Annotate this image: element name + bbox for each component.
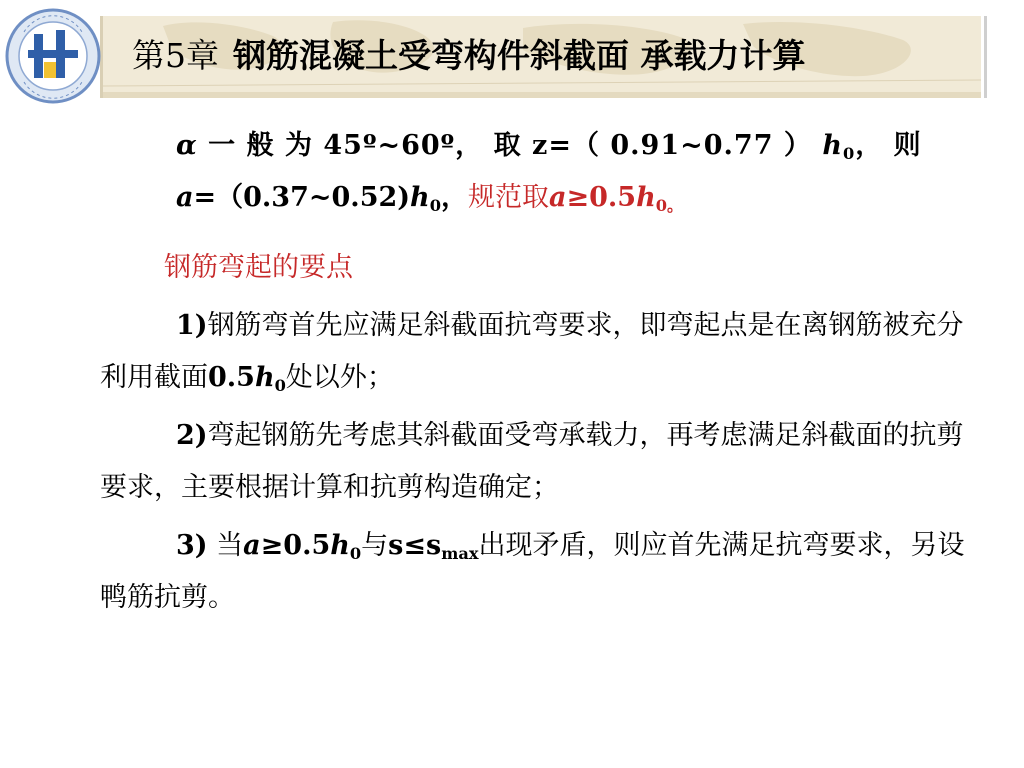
item-text: 出现矛盾，则应首先满足抗弯要求，另设鸭筋抗剪。 [100, 530, 965, 613]
a-range: 0.37~0.52) [243, 182, 411, 213]
angle-range: 45º~60º [323, 130, 456, 161]
list-item [100, 520, 970, 624]
z-range: 0.91~0.77 [610, 130, 774, 161]
a-symbol: a [176, 182, 194, 213]
s-subscript: max [441, 543, 479, 563]
item-number: 3) [176, 530, 208, 561]
h-symbol: h [254, 362, 275, 393]
z-symbol: z= [531, 130, 572, 161]
formula-line-1 [176, 120, 970, 172]
code-condition: ≥0.5 [566, 182, 637, 213]
condition: ≥0.5 [260, 530, 331, 561]
s-condition: s≤s [388, 530, 442, 561]
h-symbol: h [636, 182, 656, 213]
slide-title [132, 36, 806, 76]
header-shadow [103, 92, 981, 98]
h-symbol: h [410, 182, 430, 213]
item-text: 钢筋弯首先应满足斜截面抗弯要求，即弯起点是在离钢筋被充分利用截面 [100, 310, 964, 393]
header-edge-line [984, 16, 987, 98]
list-item [100, 300, 970, 404]
h-subscript: 0。 [655, 195, 684, 215]
item-text: 与 [361, 530, 389, 561]
item-number: 1) [176, 310, 208, 341]
formula-line-2 [176, 172, 970, 224]
code-requirement [468, 182, 683, 213]
text-segment: ） [773, 130, 823, 161]
item-number: 2) [176, 420, 208, 451]
code-requirement-label: 规范取 [467, 182, 549, 213]
list-item [100, 410, 970, 514]
alpha-symbol: α [176, 130, 198, 161]
text-segment: （ [571, 130, 611, 161]
h-symbol: h [822, 130, 843, 161]
text-segment: ， [440, 182, 468, 213]
item-text: 处以外； [285, 362, 394, 393]
h-subscript: 0 [349, 543, 362, 563]
text-segment: =（ [193, 182, 244, 213]
slide-content [100, 120, 970, 624]
title-text: 钢筋混凝土受弯构件斜截面 承载力计算 [233, 36, 806, 75]
text-segment: ， 取 [455, 130, 532, 161]
a-symbol: a [243, 530, 261, 561]
h-symbol: h [330, 530, 350, 561]
h-subscript: 0 [274, 375, 286, 395]
chapter-label: 第5章 [132, 36, 219, 75]
section-title: 钢筋弯起的要点 [164, 252, 353, 283]
value: 0.5 [208, 362, 255, 393]
item-text: 当 [207, 530, 244, 561]
text-segment: 一 般 为 [197, 130, 324, 161]
a-symbol: a [548, 182, 567, 213]
h-subscript: 0 [429, 195, 441, 215]
h-subscript: 0 [842, 143, 856, 163]
text-segment: ， 则 [855, 130, 922, 161]
item-text: 弯起钢筋先考虑其斜截面受弯承载力，再考虑满足斜截面的抗剪要求，主要根据计算和抗剪构造确定； [100, 420, 964, 503]
university-logo [4, 4, 102, 108]
